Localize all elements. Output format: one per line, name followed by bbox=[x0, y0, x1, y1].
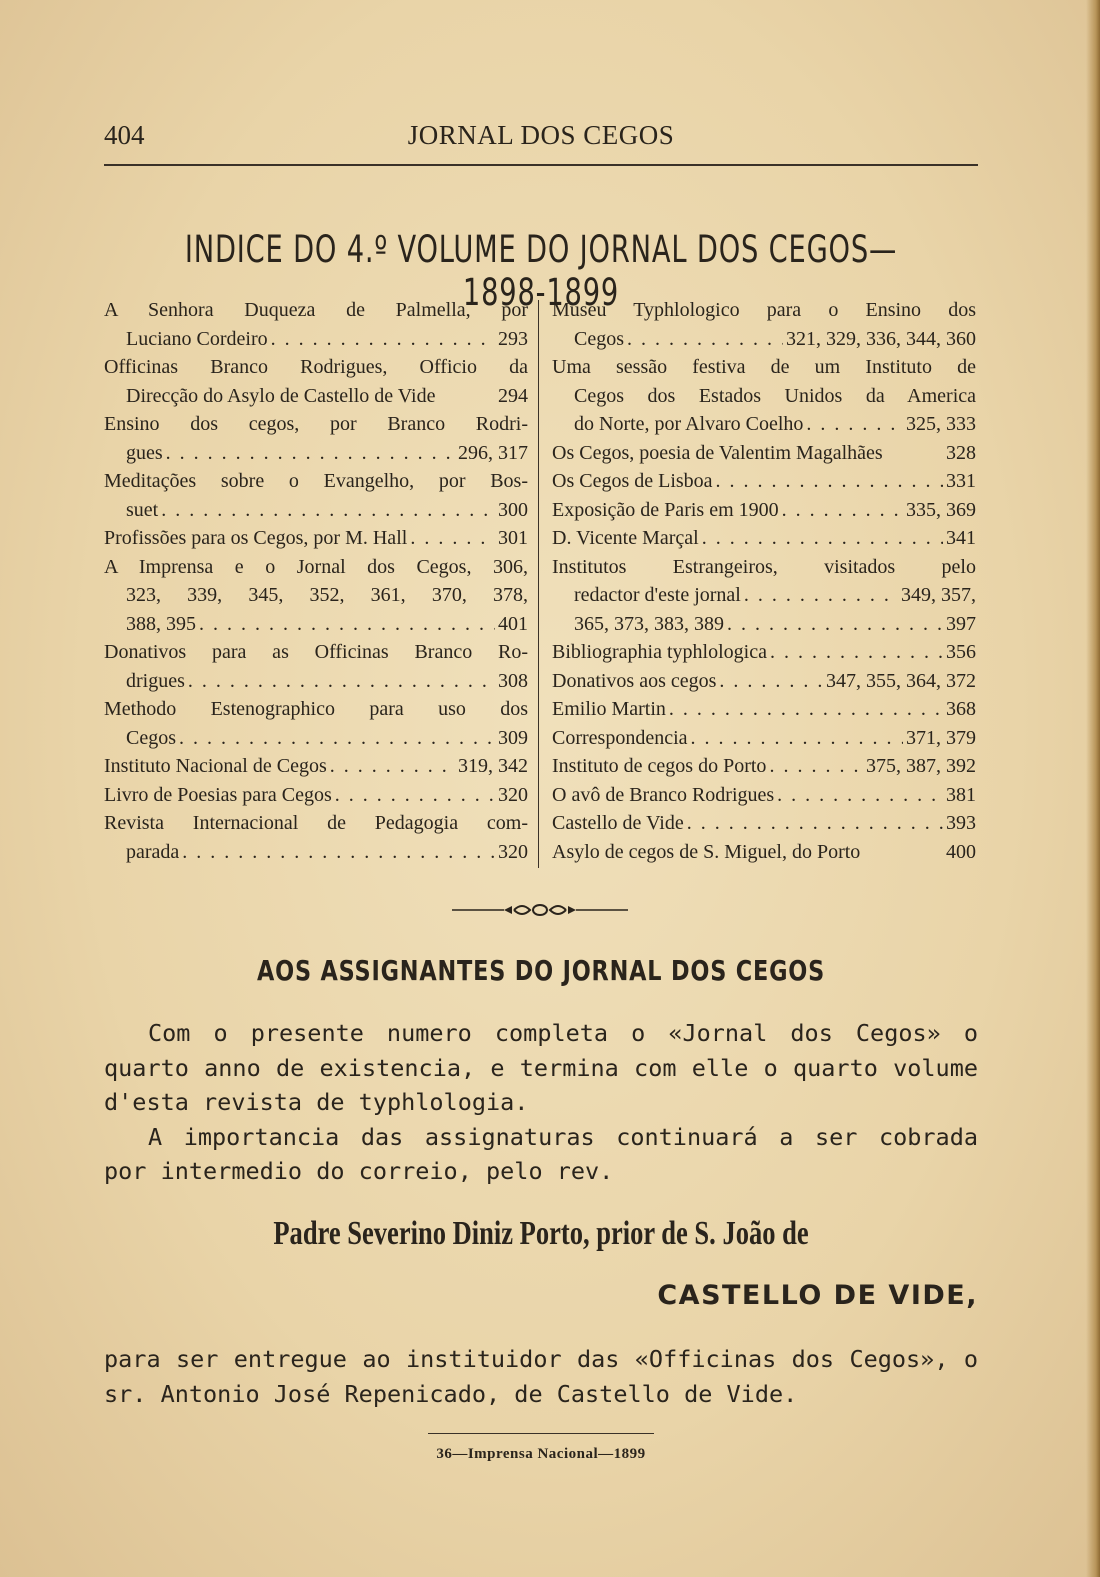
entry-text: 388, 395 bbox=[126, 612, 196, 635]
index-entry-line bbox=[104, 439, 528, 468]
notice-body-2 bbox=[104, 1342, 978, 1411]
index-entry-line bbox=[552, 581, 976, 610]
index-entry-line bbox=[552, 439, 976, 468]
page-reference: 341 bbox=[946, 527, 976, 549]
page-reference: 294 bbox=[498, 384, 528, 407]
page-reference: 321, 329, 336, 344, 360 bbox=[786, 327, 976, 350]
entry-text: Bibliographia typhlologica bbox=[552, 641, 767, 663]
entry-text: Exposição de Paris em 1900 bbox=[552, 498, 779, 521]
leader-dots bbox=[271, 325, 495, 354]
index-entry-line bbox=[552, 410, 976, 439]
entry-text: D. Vicente Marçal bbox=[552, 527, 699, 549]
notice-body bbox=[104, 1016, 978, 1189]
index-entry bbox=[104, 353, 528, 410]
leader-dots bbox=[782, 496, 903, 525]
entry-text: Asylo de cegos de S. Miguel, do Porto bbox=[552, 840, 861, 863]
leader-dots bbox=[179, 724, 495, 753]
index-entry-line: Donativos para as Officinas Branco Ro- bbox=[104, 641, 528, 663]
notice-paragraph-2: A importancia das assignaturas continuará a ser cobrada por intermedio do correio, pelo rev. bbox=[104, 1122, 978, 1185]
entry-text: Os Cegos, poesia de Valentim Magalhães bbox=[552, 441, 883, 464]
leader-dots bbox=[166, 439, 455, 468]
index-entry-line bbox=[104, 382, 528, 411]
leader-dots bbox=[627, 325, 783, 354]
entry-text: Instituto Nacional de Cegos bbox=[104, 755, 327, 777]
entry-text: Livro de Poesias para Cegos bbox=[104, 783, 332, 806]
page-reference: 401 bbox=[498, 612, 528, 635]
page-reference: 301 bbox=[498, 527, 528, 549]
entry-text: Profissões para os Cegos, por M. Hall bbox=[104, 527, 408, 549]
page-reference: 381 bbox=[946, 783, 976, 806]
page-reference: 319, 342 bbox=[458, 755, 528, 777]
index-entry bbox=[104, 524, 528, 553]
index-entry bbox=[552, 809, 976, 838]
notice-title: AOS ASSIGNANTES DO JORNAL DOS CEGOS bbox=[256, 954, 826, 987]
leader-dots bbox=[727, 610, 943, 639]
index-title: INDICE DO 4.º VOLUME DO JORNAL DOS CEGOS—1898-1899 bbox=[184, 228, 898, 314]
entry-text: do Norte, por Alvaro Coelho bbox=[574, 413, 804, 435]
index-entry-line bbox=[104, 724, 528, 753]
running-title: JORNAL DOS CEGOS bbox=[407, 120, 675, 150]
index-entry-line: Methodo Estenographico para uso dos bbox=[104, 698, 528, 720]
index-entry-line: Uma sessão festiva de um Instituto de bbox=[552, 356, 976, 378]
notice-paragraph-3: para ser entregue ao instituidor das «Officinas dos Cegos», o sr. Antonio José Repenicado, de Castello de Vide. bbox=[104, 1345, 978, 1408]
index-entry-line bbox=[552, 752, 976, 781]
index-entry-line bbox=[104, 524, 528, 553]
index-entry bbox=[552, 781, 976, 810]
page-reference: 293 bbox=[498, 327, 528, 350]
entry-text: Castello de Vide bbox=[552, 812, 684, 834]
page-reference: 331 bbox=[946, 470, 976, 492]
page-reference: 375, 387, 392 bbox=[866, 755, 976, 777]
index-column-right bbox=[552, 296, 976, 866]
index-entry-line bbox=[552, 524, 976, 553]
entry-text: Os Cegos de Lisboa bbox=[552, 470, 713, 492]
index-entry-line bbox=[552, 467, 976, 496]
leader-dots bbox=[188, 667, 495, 696]
footer-rule bbox=[428, 1433, 654, 1434]
index-entry bbox=[104, 410, 528, 467]
index-entry-line bbox=[552, 724, 976, 753]
page-reference: 349, 357, bbox=[901, 584, 976, 606]
index-entry-line: A Senhora Duqueza de Palmella, por bbox=[104, 299, 528, 321]
index-entry-line: Ensino dos cegos, por Branco Rodri- bbox=[104, 413, 528, 435]
page-reference: 308 bbox=[498, 669, 528, 692]
entry-text: Emilio Martin bbox=[552, 698, 666, 720]
page-reference: 325, 333 bbox=[906, 413, 976, 435]
leader-dots bbox=[702, 524, 943, 553]
priest-name: Padre Severino Diniz Porto, prior de S. João de bbox=[273, 1215, 809, 1252]
index-entry-line bbox=[552, 809, 976, 838]
leader-dots bbox=[716, 467, 943, 496]
entry-text: Cegos bbox=[126, 726, 176, 749]
page-number: 404 bbox=[104, 120, 145, 150]
index-entry-line bbox=[104, 496, 528, 525]
entry-text: Instituto de cegos do Porto bbox=[552, 755, 767, 777]
index-entry bbox=[552, 695, 976, 724]
leader-dots bbox=[744, 581, 898, 610]
page-reference: 320 bbox=[498, 783, 528, 806]
index-entry-line bbox=[552, 496, 976, 525]
leader-dots bbox=[777, 781, 943, 810]
index-entry-line: Museu Typhlologico para o Ensino dos bbox=[552, 299, 976, 321]
leader-dots bbox=[199, 610, 495, 639]
index-entry-line bbox=[104, 667, 528, 696]
index-entry-line: Institutos Estrangeiros, visitados pelo bbox=[552, 555, 976, 578]
leader-dots bbox=[806, 410, 903, 439]
index-entry bbox=[104, 467, 528, 524]
page-header bbox=[104, 120, 978, 154]
entry-text: O avô de Branco Rodrigues bbox=[552, 783, 775, 806]
index-entry-line bbox=[104, 781, 528, 810]
leader-dots bbox=[669, 695, 943, 724]
index-entry bbox=[104, 638, 528, 695]
index-entry bbox=[104, 695, 528, 752]
entry-text: 365, 373, 383, 389 bbox=[574, 612, 724, 635]
index-column-left bbox=[104, 296, 528, 866]
entry-text: parada bbox=[126, 840, 180, 863]
leader-dots bbox=[691, 724, 903, 753]
index-entry-line bbox=[104, 752, 528, 781]
index-entry-line bbox=[104, 325, 528, 354]
index-entry-line: Meditações sobre o Evangelho, por Bos- bbox=[104, 470, 528, 492]
index-entry-line bbox=[552, 781, 976, 810]
index-entry-line bbox=[104, 610, 528, 639]
index-entry bbox=[552, 838, 976, 867]
leader-dots bbox=[719, 667, 823, 696]
entry-text: Correspondencia bbox=[552, 726, 688, 749]
header-rule bbox=[104, 164, 978, 166]
index-entry-line: Cegos dos Estados Unidos da America bbox=[574, 384, 976, 407]
imprint: 36—Imprensa Nacional—1899 bbox=[436, 1446, 646, 1462]
leader-dots bbox=[410, 524, 495, 553]
index-entry bbox=[104, 752, 528, 781]
leader-dots bbox=[769, 752, 863, 781]
index-entry bbox=[552, 638, 976, 667]
index-entry-line bbox=[104, 838, 528, 867]
entry-text: drigues bbox=[126, 669, 185, 692]
entry-text: gues bbox=[126, 441, 163, 464]
entry-text: Donativos aos cegos bbox=[552, 669, 717, 692]
index-entry-line: A Imprensa e o Jornal dos Cegos, 306, bbox=[104, 555, 528, 578]
index-entry bbox=[552, 296, 976, 353]
page-reference: 400 bbox=[946, 840, 976, 863]
index-entry bbox=[104, 296, 528, 353]
index-entry bbox=[552, 667, 976, 696]
index-entry-line bbox=[552, 638, 976, 667]
index-entry bbox=[104, 809, 528, 866]
index-entry bbox=[552, 724, 976, 753]
place-name: CASTELLO DE VIDE, bbox=[657, 1280, 978, 1311]
page-reference: 320 bbox=[498, 840, 528, 863]
leader-dots bbox=[330, 752, 455, 781]
index-entry-line bbox=[552, 838, 976, 867]
page-reference: 371, 379 bbox=[906, 726, 976, 749]
index-entry-line: Revista Internacional de Pedagogia com- bbox=[104, 812, 528, 834]
page-edge-shadow bbox=[1086, 0, 1100, 1577]
index-entry bbox=[552, 496, 976, 525]
index-entry bbox=[552, 439, 976, 468]
page-reference: 309 bbox=[498, 726, 528, 749]
leader-dots bbox=[161, 496, 495, 525]
page-reference: 356 bbox=[946, 641, 976, 663]
page-reference: 397 bbox=[946, 612, 976, 635]
entry-text: Luciano Cordeiro bbox=[126, 327, 268, 350]
index-entry-line bbox=[552, 325, 976, 354]
leader-dots bbox=[687, 809, 943, 838]
page-reference: 296, 317 bbox=[458, 441, 528, 464]
page-reference: 328 bbox=[946, 441, 976, 464]
notice-paragraph-1: Com o presente numero completa o «Jornal dos Cegos» o quarto anno de existencia, e termina com elle o quarto volume d'esta revista de typhlologia. bbox=[104, 1019, 978, 1116]
index-entry-line: Officinas Branco Rodrigues, Officio da bbox=[104, 356, 528, 378]
index-entry bbox=[552, 553, 976, 639]
entry-text: suet bbox=[126, 498, 159, 521]
page-reference: 300 bbox=[498, 498, 528, 521]
entry-text: Cegos bbox=[574, 327, 624, 350]
column-divider bbox=[538, 300, 539, 868]
page-reference: 335, 369 bbox=[906, 498, 976, 521]
index-entry-line bbox=[552, 610, 976, 639]
entry-text: redactor d'este jornal bbox=[574, 584, 741, 606]
leader-dots bbox=[182, 838, 495, 867]
ornament-divider bbox=[452, 900, 628, 920]
index-entry bbox=[552, 353, 976, 439]
entry-text: Direcção do Asylo de Castello de Vide bbox=[126, 384, 436, 407]
leader-dots bbox=[770, 638, 943, 667]
page-reference: 393 bbox=[946, 812, 976, 834]
index-entry bbox=[104, 781, 528, 810]
index-entry bbox=[104, 553, 528, 639]
index-entry-line: 323, 339, 345, 352, 361, 370, 378, bbox=[126, 584, 528, 606]
index-entry bbox=[552, 752, 976, 781]
page-reference: 347, 355, 364, 372 bbox=[826, 669, 976, 692]
page-reference: 368 bbox=[946, 698, 976, 720]
leader-dots bbox=[335, 781, 495, 810]
index-entry-line bbox=[552, 667, 976, 696]
index-entry bbox=[552, 524, 976, 553]
index-entry-line bbox=[552, 695, 976, 724]
index-entry bbox=[552, 467, 976, 496]
